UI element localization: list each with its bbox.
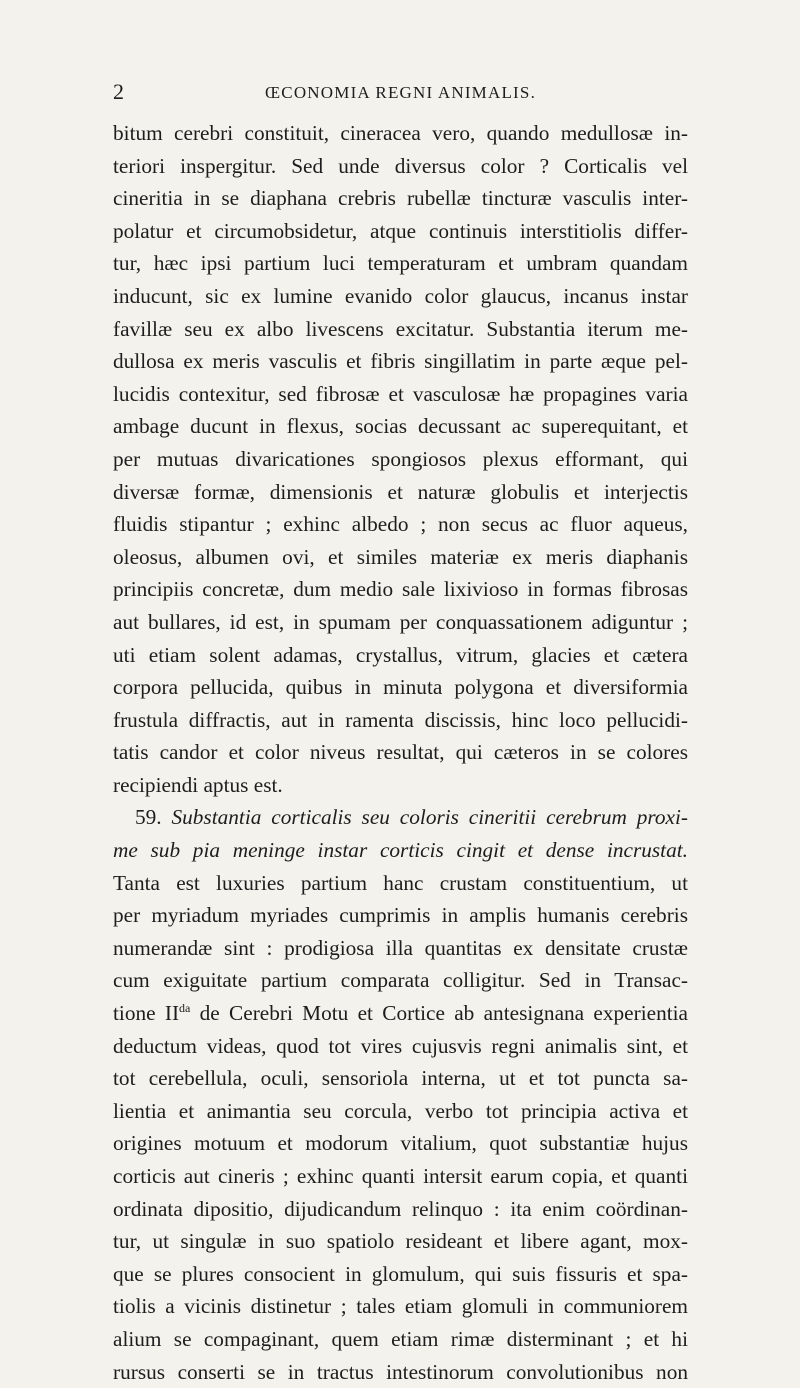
body-text bbox=[113, 117, 688, 1388]
text-line: ordinata dipositio, dijudicandum relinquo : ita enim coördinan- bbox=[113, 1196, 688, 1221]
page-number: 2 bbox=[113, 79, 124, 104]
text-line: polatur et circumobsidetur, atque continuis interstitiolis differ- bbox=[113, 218, 688, 243]
text-line: tatis candor et color niveus resultat, qui cæteros in se colores bbox=[113, 740, 688, 765]
text-line: aut bullares, id est, in spumam per conquassationem adiguntur ; bbox=[113, 609, 688, 634]
text-line: frustula diffractis, aut in ramenta discissis, hinc loco pellucidi- bbox=[113, 707, 688, 732]
text-line: tiolis a vicinis distinetur ; tales etiam glomuli in communiorem bbox=[113, 1294, 688, 1319]
text-line: inducunt, sic ex lumine evanido color glaucus, incanus instar bbox=[113, 283, 688, 308]
text-line: cum exiguitate partium comparata colligitur. Sed in Transac- bbox=[113, 968, 688, 993]
text-line: per mutuas divaricationes spongiosos plexus efformant, qui bbox=[113, 446, 688, 471]
text-line: cineritia in se diaphana crebris rubellæ tincturæ vasculis inter- bbox=[113, 186, 688, 211]
running-title: ŒCONOMIA REGNI ANIMALIS. bbox=[264, 83, 537, 102]
text-line: diversæ formæ, dimensionis et naturæ globulis et interjectis bbox=[113, 479, 688, 504]
page-header bbox=[113, 79, 688, 109]
section-title-italic: me sub pia meninge instar corticis cingit et dense incrustat. bbox=[113, 838, 688, 863]
text-line: lientia et animantia seu corcula, verbo tot principia activa et bbox=[113, 1098, 688, 1123]
text-line: lucidis contexitur, sed fibrosæ et vasculosæ hæ propagines varia bbox=[113, 381, 688, 406]
text-line: tot cerebellula, oculi, sensoriola interna, ut et tot puncta sa- bbox=[113, 1066, 688, 1091]
text-line: alium se compaginant, quem etiam rimæ disterminant ; et hi bbox=[113, 1326, 688, 1351]
text-line: ambage ducunt in flexus, socias decussant ac superequitant, et bbox=[113, 414, 688, 439]
text-line: per myriadum myriades cumprimis in amplis humanis cerebris bbox=[113, 903, 688, 928]
text-line-with-superscript bbox=[113, 997, 688, 1030]
section-title-continuation bbox=[113, 834, 688, 867]
text-line: corpora pellucida, quibus in minuta polygona et diversiformia bbox=[113, 675, 688, 700]
paragraph-end-line: recipiendi aptus est. bbox=[113, 772, 283, 797]
text-line: fluidis stipantur ; exhinc albedo ; non secus ac fluor aqueus, bbox=[113, 512, 688, 537]
text-line: Tanta est luxuries partium hanc crustam constituentium, ut bbox=[113, 870, 688, 895]
superscript-ordinal: da bbox=[179, 1001, 191, 1016]
line-segment-before: tione II bbox=[113, 1001, 180, 1026]
text-line: favillæ seu ex albo livescens excitatur. Substantia iterum me- bbox=[113, 316, 688, 341]
text-line: tur, hæc ipsi partium luci temperaturam et umbram quandam bbox=[113, 251, 688, 276]
section-number: 59. bbox=[135, 805, 162, 830]
text-line: oleosus, albumen ovi, et similes materiæ ex meris diaphanis bbox=[113, 544, 688, 569]
text-line: bitum cerebri constituit, cineracea vero, quando medullosæ in- bbox=[113, 121, 688, 145]
section-heading-line bbox=[113, 801, 688, 834]
text-line: dullosa ex meris vasculis et fibris singillatim in parte æque pel- bbox=[113, 349, 688, 374]
text-line: corticis aut cineris ; exhinc quanti intersit earum copia, et quanti bbox=[113, 1164, 688, 1188]
text-line: origines motuum et modorum vitalium, quot substantiæ hujus bbox=[113, 1131, 688, 1156]
text-line: principiis concretæ, dum medio sale lixivioso in formas fibrosas bbox=[113, 577, 688, 602]
text-line: numerandæ sint : prodigiosa illa quantitas ex densitate crustæ bbox=[113, 935, 688, 960]
text-line: rursus conserti se in tractus intestinorum convolutionibus non bbox=[113, 1359, 688, 1384]
text-line: que se plures consocient in glomulum, qui suis fissuris et spa- bbox=[113, 1261, 688, 1286]
section-title: Substantia corticalis seu coloris cineritii cerebrum proxi- bbox=[171, 805, 689, 830]
text-line: deductum videas, quod tot vires cujusvis regni animalis sint, et bbox=[113, 1033, 688, 1058]
text-line: teriori inspergitur. Sed unde diversus color ? Corticalis vel bbox=[113, 153, 688, 178]
text-line: tur, ut singulæ in suo spatiolo resideant et libere agant, mox- bbox=[113, 1229, 688, 1254]
line-segment-after: de Cerebri Motu et Cortice ab antesignana experientia bbox=[190, 1001, 688, 1026]
text-line: uti etiam solent adamas, crystallus, vitrum, glacies et cætera bbox=[113, 642, 688, 667]
